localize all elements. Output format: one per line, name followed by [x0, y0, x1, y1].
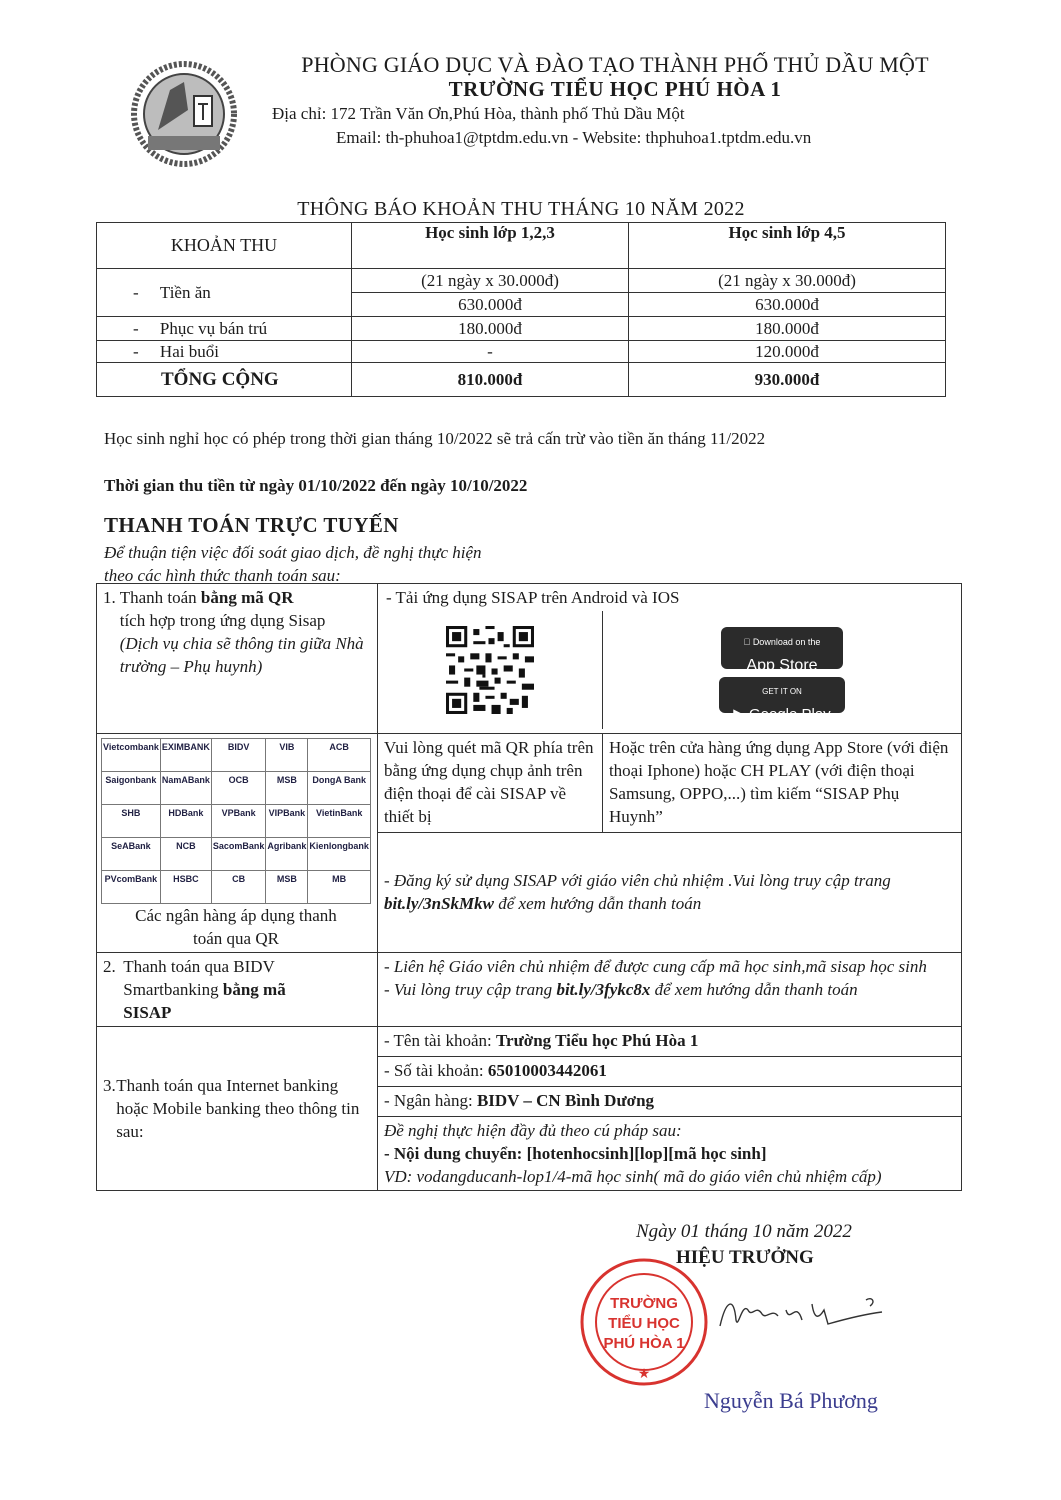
register-instruction [377, 832, 961, 952]
online-payment-heading: THANH TOÁN TRỰC TUYẾN [104, 513, 399, 537]
twosession-45: 120.000đ [629, 341, 946, 363]
bank-logo: SeABank [102, 838, 161, 871]
bank-logo: NCB [160, 838, 211, 871]
gplay-big-text: Google Play [748, 706, 831, 723]
method1-number: 1. [103, 588, 116, 607]
method2-details [377, 953, 961, 1027]
bank-logo: VPBank [211, 805, 266, 838]
play-icon: ▶ [733, 706, 745, 723]
boarding-label: Phục vụ bán trú [159, 318, 268, 338]
banks-row [102, 805, 371, 838]
account-name: Trường Tiểu học Phú Hòa 1 [495, 1031, 699, 1050]
bank-label: - Ngân hàng: [383, 1091, 477, 1110]
method2-cell [97, 953, 378, 1027]
bank-logo: HSBC [160, 871, 211, 904]
account-no-label: - Số tài khoản: [383, 1061, 488, 1080]
download-instruction: - Tải ứng dụng SISAP trên Android và IOS [385, 588, 680, 607]
stamp-line-3: PHÚ HÒA 1 [603, 1335, 685, 1352]
banks-row [102, 871, 371, 904]
account-name-label: - Tên tài khoản: [383, 1031, 496, 1050]
method3-number: 3. [103, 1076, 116, 1095]
method2-number: 2. [103, 957, 116, 976]
contact-teacher: - Liên hệ Giáo viên chủ nhiệm để được cung cấp mã học sinh,mã sisap học sinh [383, 957, 927, 976]
syntax-format: [hotenhocsinh][lop][mã học sinh] [526, 1144, 767, 1163]
register-link[interactable]: bit.ly/3nSkMkw [383, 894, 494, 914]
meal-calc-45: (21 ngày x 30.000đ) [629, 269, 946, 293]
fee-row-twosession [97, 341, 352, 363]
banks-cell [97, 734, 378, 953]
google-play-badge[interactable] [719, 677, 845, 723]
bank-logo: Kienlongbank [308, 838, 371, 871]
bank-logo: VietinBank [308, 805, 371, 838]
scan-instruction: Vui lòng quét mã QR phía trên bằng ứng dụng chụp ảnh trên điện thoại để cài SISAP về thiết bị [377, 734, 602, 833]
total-label: TỔNG CỘNG [97, 363, 352, 397]
bank-logo: ACB [308, 739, 371, 772]
banks-row [102, 739, 371, 772]
handwritten-signature [716, 1290, 886, 1340]
method2-text-c: SISAP [123, 1003, 172, 1022]
method1-cell [97, 584, 378, 734]
bullet-dash: - [133, 318, 139, 338]
total-45: 930.000đ [629, 363, 946, 397]
stamp-star-icon: ★ [637, 1367, 651, 1382]
bank-logo: OCB [211, 772, 266, 805]
school-name: TRƯỜNG TIỂU HỌC PHÚ HÒA 1 [448, 77, 782, 101]
bank-logo: DongA Bank [308, 772, 371, 805]
banks-row [102, 838, 371, 871]
bank-logo: VIB [266, 739, 308, 772]
banks-row [102, 772, 371, 805]
principal-name: Nguyễn Bá Phương [704, 1388, 878, 1413]
stamp-line-2: TIỂU HỌC [608, 1315, 680, 1332]
fee-row-meal [97, 269, 352, 317]
bank-logo: PVcomBank [102, 871, 161, 904]
method1-text-b: bằng mã QR [200, 588, 294, 607]
school-logo [128, 60, 240, 168]
signature-date: Ngày 01 tháng 10 năm 2022 [636, 1221, 852, 1242]
bank-logo: SacomBank [211, 838, 266, 871]
twosession-label: Hai buổi [159, 341, 219, 361]
meal-calc-123: (21 ngày x 30.000đ) [352, 269, 629, 293]
syntax-intro: Đề nghị thực hiện đầy đủ theo cú pháp sau: [383, 1121, 682, 1140]
collection-period: Thời gian thu tiền từ ngày 01/10/2022 đến ngày 10/10/2022 [104, 476, 528, 495]
bullet-dash: - [133, 341, 139, 361]
app-store-badge[interactable] [721, 627, 843, 674]
bank-logo: Saigonbank [102, 772, 161, 805]
intro-line-1: Để thuận tiện việc đối soát giao dịch, đề nghị thực hiện [104, 543, 482, 562]
school-contact: Email: th-phuhoa1@tptdm.edu.vn - Website: thphuhoa1.tptdm.edu.vn [336, 128, 812, 147]
intro-line-2: theo các hình thức thanh toán sau: [104, 566, 341, 585]
register-text-b: để xem hướng dẫn thanh toán [494, 894, 702, 914]
meal-amount-123: 630.000đ [352, 293, 629, 317]
method3-text: Thanh toán qua Internet banking hoặc Mobile banking theo thông tin sau: [116, 1076, 360, 1141]
method1-text-c: tích hợp trong ứng dụng Sisap [119, 611, 326, 630]
banks-grid [101, 738, 371, 904]
register-text-a: - Đăng ký sử dụng SISAP với giáo viên chủ nhiệm .Vui lòng truy cập trang [383, 871, 891, 891]
bullet-dash: - [133, 282, 139, 302]
account-no-row [377, 1057, 961, 1087]
fee-row-boarding [97, 317, 352, 341]
fee-header-item: KHOẢN THU [97, 223, 352, 269]
syntax-label: - Nội dung chuyển: [383, 1144, 527, 1163]
bank-logo: NamABank [160, 772, 211, 805]
fee-header-grade45: Học sinh lớp 4,5 [629, 223, 946, 269]
guide-text-b: để xem hướng dẫn thanh toán [650, 980, 858, 999]
method2-guide [384, 978, 955, 1001]
guide-link[interactable]: bit.ly/3fykc8x [556, 980, 651, 999]
twosession-123: - [352, 341, 629, 363]
bank-logo: SHB [102, 805, 161, 838]
account-no: 65010003442061 [487, 1061, 607, 1080]
syntax-cell [377, 1117, 961, 1191]
method1-note: (Dịch vụ chia sẽ thông tin giữa Nhà trường – Phụ huynh) [119, 634, 364, 676]
appstore-small-text: Download on the [748, 637, 816, 647]
notice-title: THÔNG BÁO KHOẢN THU THÁNG 10 NĂM 2022 [297, 198, 745, 220]
account-name-row [377, 1027, 961, 1057]
apple-icon [744, 637, 751, 647]
method1-text-a: Thanh toán [119, 588, 201, 607]
fee-header-grade123: Học sinh lớp 1,2,3 [352, 223, 629, 269]
method3-cell [97, 1027, 378, 1191]
method2-text-b: bằng mã [222, 980, 286, 999]
bank-logo: VIPBank [266, 805, 308, 838]
school-address: Địa chỉ: 172 Trần Văn Ơn,Phú Hòa, thành phố Thủ Dầu Một [272, 104, 685, 123]
bank-logo: MSB [266, 871, 308, 904]
signature-title: HIỆU TRƯỞNG [676, 1247, 814, 1268]
bank-logo: CB [211, 871, 266, 904]
bank-logo: BIDV [211, 739, 266, 772]
online-payment-intro [104, 541, 604, 587]
bank-logo: Agribank [266, 838, 308, 871]
total-123: 810.000đ [352, 363, 629, 397]
guide-text-a: - Vui lòng truy cập trang [383, 980, 557, 999]
leave-note: Học sinh nghỉ học có phép trong thời gian tháng 10/2022 sẽ trả cấn trừ vào tiền ăn tháng 11/2022 [104, 429, 766, 448]
boarding-123: 180.000đ [352, 317, 629, 341]
bank-logo: HDBank [160, 805, 211, 838]
bank-logo: EXIMBANK [160, 739, 211, 772]
method2-text-a: Thanh toán qua BIDV Smartbanking [123, 957, 275, 999]
bank-logo: Vietcombank [102, 739, 161, 772]
banks-caption: Các ngân hàng áp dụng thanh toán qua QR [135, 906, 337, 948]
payment-methods-table [96, 583, 962, 1191]
bank-logo: MB [308, 871, 371, 904]
gplay-small-text: GET IT ON [762, 687, 802, 696]
fee-table [96, 222, 946, 397]
bank-row [377, 1087, 961, 1117]
meal-label: Tiền ăn [159, 282, 211, 302]
sisap-qr-code[interactable] [442, 626, 538, 714]
appstore-big-text: App Store [746, 657, 818, 674]
method1-download-cell [377, 584, 961, 734]
meal-amount-45: 630.000đ [629, 293, 946, 317]
syntax-example: VD: vodangducanh-lop1/4-mã học sinh( mã do giáo viên chủ nhiệm cấp) [383, 1167, 882, 1186]
department-name: PHÒNG GIÁO DỤC VÀ ĐÀO TẠO THÀNH PHỐ THỦ DẦU MỘT [301, 52, 929, 77]
stamp-line-1: TRƯỜNG [610, 1295, 678, 1312]
bank-name: BIDV – CN Bình Dương [476, 1091, 655, 1110]
bank-logo: MSB [266, 772, 308, 805]
store-instruction: Hoặc trên cửa hàng ứng dụng App Store (với điện thoại Iphone) hoặc CH PLAY (với điện thoại Samsung, OPPO,...) tìm kiếm “SISAP Phụ Huynh” [602, 734, 961, 833]
school-stamp [576, 1254, 712, 1390]
boarding-45: 180.000đ [629, 317, 946, 341]
